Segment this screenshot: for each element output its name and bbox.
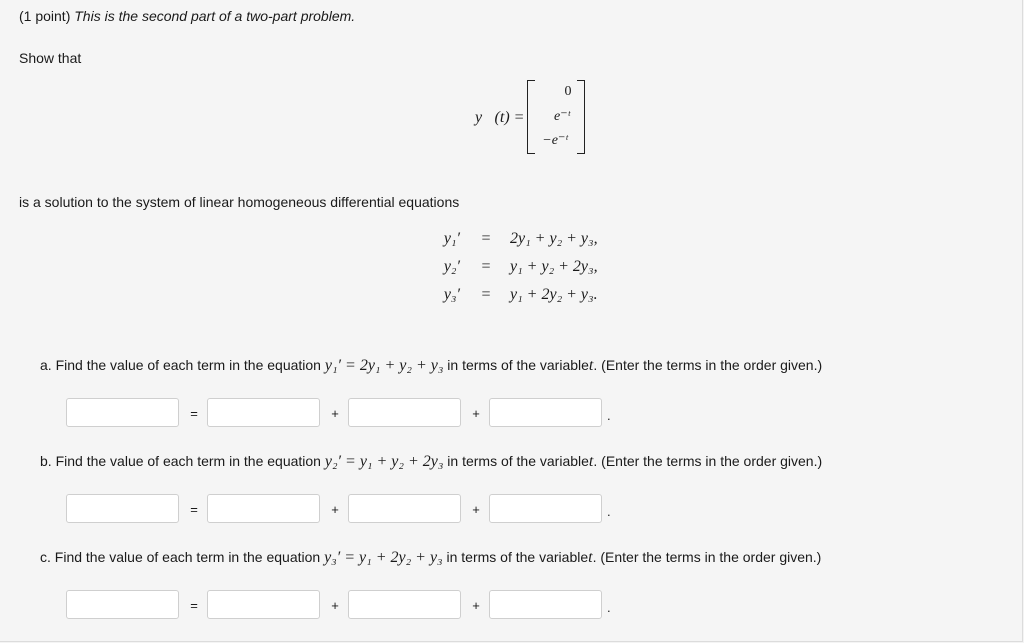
question-c-text xyxy=(40,549,821,567)
system-eq-2: = xyxy=(481,258,491,275)
answer-c-term-2[interactable] xyxy=(207,590,320,619)
question-a-equation: y₁′ = 2y₁ + y₂ + y₃ xyxy=(324,357,444,374)
answer-a-term-4[interactable] xyxy=(489,398,602,427)
vector-label: y⃗(t) = xyxy=(475,109,525,126)
answer-b-op-2: + xyxy=(331,502,339,517)
answer-b-term-2[interactable] xyxy=(207,494,320,523)
question-c-suffix: in terms of the variable xyxy=(446,549,589,565)
answer-b-term-4[interactable] xyxy=(489,494,602,523)
question-b-tail: . (Enter the terms in the order given.) xyxy=(593,453,823,469)
system-lhs-1: y₁′ xyxy=(443,230,460,247)
answer-b-end: . xyxy=(607,504,611,519)
question-b-prefix: b. Find the value of each term in the equation xyxy=(40,453,321,469)
answer-c-op-3: + xyxy=(472,598,480,613)
show-that-text: Show that xyxy=(19,50,82,66)
answer-b-op-1: = xyxy=(190,502,198,517)
answer-a-op-1: = xyxy=(190,406,198,421)
question-a-tail: . (Enter the terms in the order given.) xyxy=(593,357,823,373)
question-a-variable: t xyxy=(588,357,594,374)
system-rhs-2: y₁ + y₂ + 2y₃, xyxy=(510,258,598,275)
question-c-variable: t xyxy=(588,549,593,566)
answer-a-term-2[interactable] xyxy=(207,398,320,427)
answer-c-term-1[interactable] xyxy=(66,590,179,619)
solution-text: is a solution to the system of linear homogeneous differential equations xyxy=(19,194,460,210)
question-b-variable: t xyxy=(588,453,594,470)
answer-c-end: . xyxy=(607,600,611,615)
answer-a-op-3: + xyxy=(472,406,480,421)
answer-c-term-3[interactable] xyxy=(348,590,461,619)
question-b-equation: y₂′ = y₁ + y₂ + 2y₃ xyxy=(324,453,444,470)
answer-a-term-3[interactable] xyxy=(348,398,461,427)
vector-entry-2: e⁻ᵗ xyxy=(554,109,570,124)
vector-entry-1: 0 xyxy=(564,84,572,99)
answer-b-term-1[interactable] xyxy=(66,494,179,523)
system-rhs-3: y₁ + 2y₂ + y₃. xyxy=(510,286,598,303)
vector-entry-3: −e⁻ᵗ xyxy=(542,133,568,148)
question-a-suffix: in terms of the variable xyxy=(447,357,589,373)
answer-a-term-1[interactable] xyxy=(66,398,179,427)
problem-intro xyxy=(19,8,355,24)
system-eq-3: = xyxy=(481,286,491,303)
question-a-prefix: a. Find the value of each term in the equation xyxy=(40,357,321,373)
system-lhs-3: y₃′ xyxy=(443,286,460,303)
intro-note: This is the second part of a two-part problem. xyxy=(74,8,356,24)
system-rhs-1: 2y₁ + y₂ + y₃, xyxy=(510,230,598,247)
question-c-prefix: c. Find the value of each term in the equation xyxy=(40,549,321,565)
system-eq-1: = xyxy=(481,230,491,247)
question-b-suffix: in terms of the variable xyxy=(447,453,589,469)
answer-c-op-1: = xyxy=(190,598,198,613)
question-c-equation: y₃′ = y₁ + 2y₂ + y₃ xyxy=(324,549,443,566)
answer-a-op-2: + xyxy=(331,406,339,421)
question-b-text xyxy=(40,453,822,471)
answer-b-op-3: + xyxy=(472,502,480,517)
question-a-text xyxy=(40,357,822,375)
answer-a-end: . xyxy=(607,408,611,423)
answer-b-term-3[interactable] xyxy=(348,494,461,523)
system-lhs-2: y₂′ xyxy=(443,258,460,275)
question-c-tail: . (Enter the terms in the order given.) xyxy=(592,549,822,565)
answer-c-term-4[interactable] xyxy=(489,590,602,619)
answer-c-op-2: + xyxy=(331,598,339,613)
point-value: (1 point) xyxy=(19,8,71,24)
